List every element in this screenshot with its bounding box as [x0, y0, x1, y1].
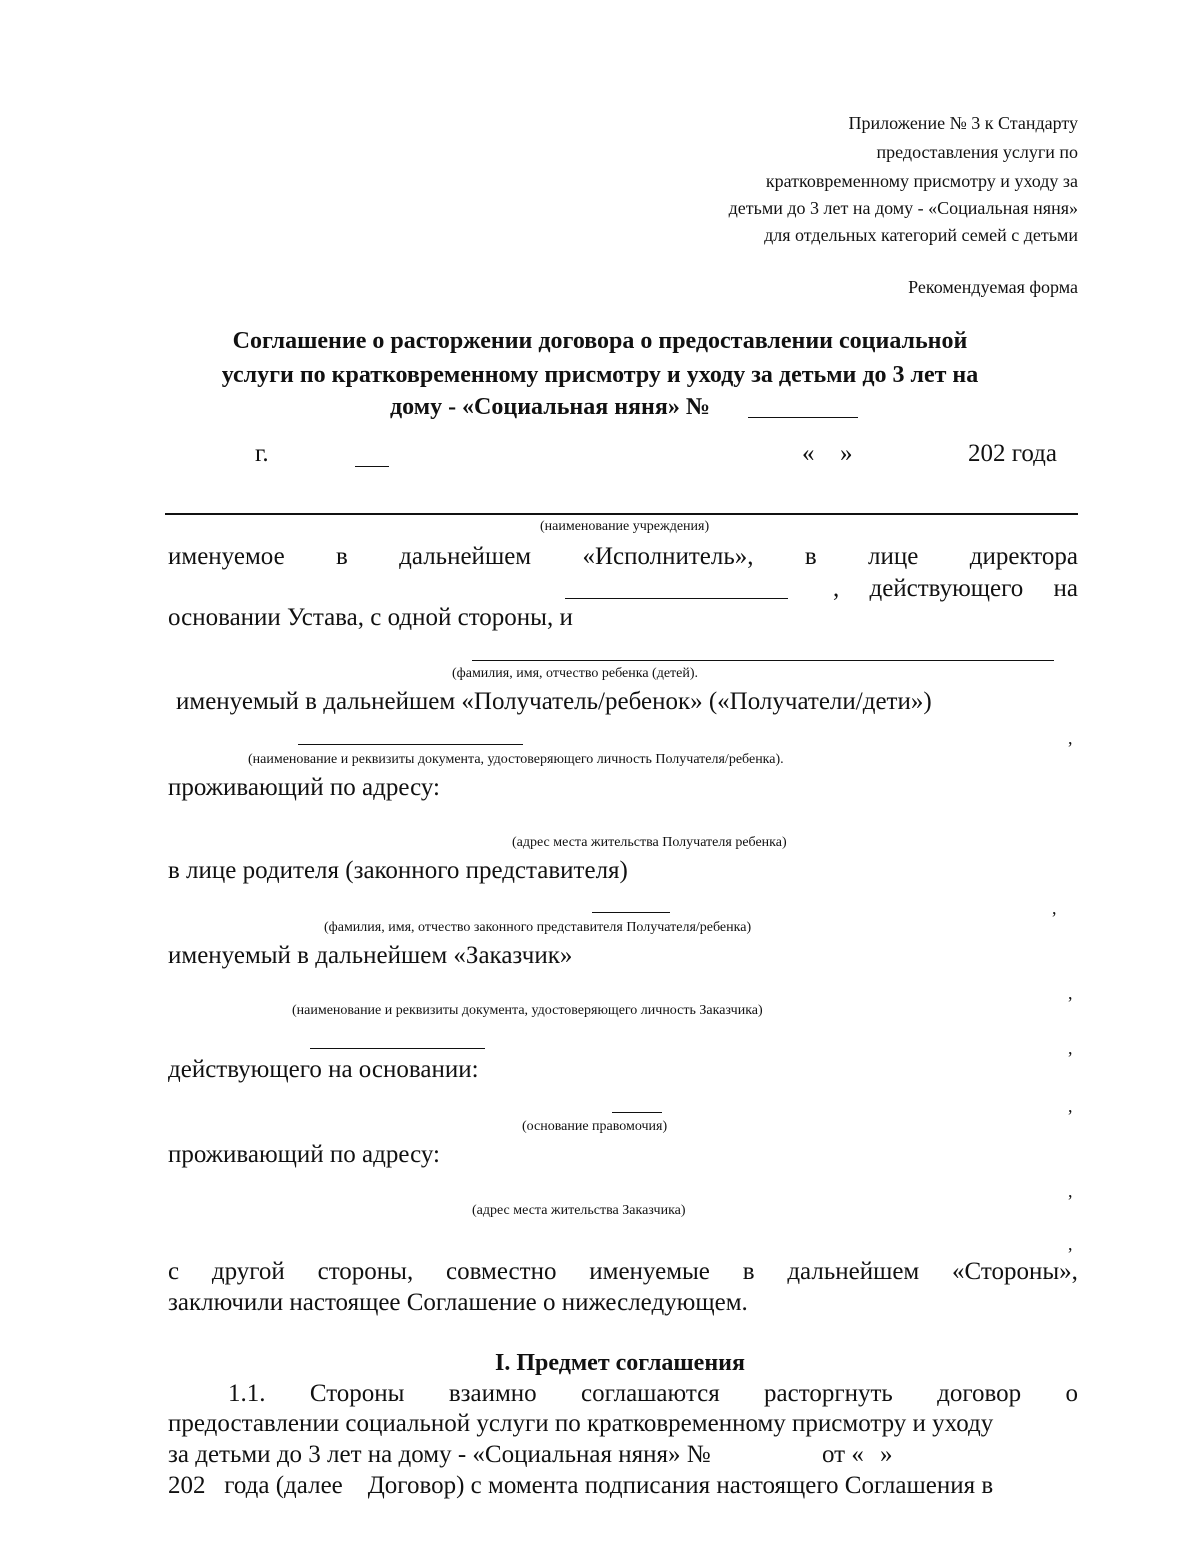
director-name-blank — [565, 598, 788, 599]
caption-authority-basis: (основание правомочия) — [522, 1119, 668, 1134]
child-document-blank — [298, 744, 523, 745]
paragraph-word: расторгнуть — [764, 1380, 893, 1407]
line-end-comma: , — [1052, 898, 1057, 918]
executor-word: лице — [868, 543, 919, 570]
document-title-line-1: Соглашение о расторжении договора о предоставлении социальной — [232, 328, 968, 354]
charter-line: основании Устава, с одной стороны, и — [168, 604, 573, 631]
paragraph-word: взаимно — [448, 1380, 537, 1407]
section1-paragraph-line-4: 202 года (далее Договор) с момента подписания настоящего Соглашения в — [168, 1472, 994, 1499]
paragraph-word: 1.1. — [228, 1380, 266, 1407]
child-residing-label: проживающий по адресу: — [168, 774, 440, 801]
line-end-comma: , — [1068, 1234, 1073, 1254]
parties-word: с — [168, 1258, 180, 1285]
paragraph-word: Стороны — [309, 1380, 405, 1407]
document-title-line-3: дому - «Социальная няня» № — [390, 394, 710, 420]
institution-blank — [165, 513, 1078, 515]
paragraph-word: договор — [937, 1380, 1022, 1407]
section1-paragraph-line-3b: от « — [822, 1441, 864, 1468]
representative-line: в лице родителя (законного представителя) — [168, 857, 628, 884]
acting-word: , — [833, 575, 840, 602]
document-title-line-2: услуги по кратковременному присмотру и уходу за детьми до 3 лет на — [221, 362, 979, 388]
line-end-comma: , — [1068, 1038, 1073, 1058]
caption-customer-document: (наименование и реквизиты документа, удостоверяющего личность Заказчика) — [292, 1003, 763, 1018]
parties-word: именуемые — [589, 1258, 710, 1285]
section1-paragraph-line-3c: » — [880, 1441, 893, 1468]
customer-line: именуемый в дальнейшем «Заказчик» — [168, 942, 573, 969]
section1-paragraph-line-2: предоставлении социальной услуги по кратковременному присмотру и уходу — [168, 1410, 994, 1437]
header-line-2: предоставления услуги по — [876, 142, 1078, 162]
customer-residing-label: проживающий по адресу: — [168, 1141, 440, 1168]
contract-number-blank — [748, 417, 858, 418]
paragraph-word: соглашаются — [581, 1380, 720, 1407]
acting-line — [833, 575, 1078, 603]
customer-document-blank — [310, 1048, 485, 1049]
header-line-1: Приложение № 3 к Стандарту — [848, 113, 1078, 133]
parties-word: в — [742, 1258, 755, 1285]
caption-customer-address: (адрес места жительства Заказчика) — [472, 1203, 686, 1218]
parties-word: «Стороны», — [952, 1258, 1078, 1285]
line-end-comma: , — [1068, 728, 1073, 748]
city-blank — [355, 466, 389, 467]
recipient-line: именуемый в дальнейшем «Получатель/ребенок» («Получатели/дети») — [176, 688, 932, 715]
acting-word: на — [1053, 575, 1078, 602]
caption-child-name: (фамилия, имя, отчество ребенка (детей). — [452, 666, 699, 681]
child-name-blank — [472, 660, 1054, 661]
date-year: 202 года — [968, 440, 1057, 467]
parties-word: другой — [211, 1258, 285, 1285]
authority-blank — [612, 1112, 662, 1113]
date-quote-close: » — [840, 440, 853, 467]
executor-word: «Исполнитель», — [582, 543, 754, 570]
executor-word: дальнейшем — [399, 543, 532, 570]
caption-representative-name: (фамилия, имя, отчество законного представителя Получателя/ребенка) — [324, 920, 752, 935]
form-note: Рекомендуемая форма — [908, 277, 1078, 297]
paragraph-word: о — [1065, 1380, 1078, 1407]
parties-word: дальнейшем — [787, 1258, 920, 1285]
executor-word: в — [804, 543, 817, 570]
acting-word: действующего — [869, 575, 1024, 602]
section-heading: I. Предмет соглашения — [495, 1350, 745, 1376]
representative-name-blank — [592, 912, 670, 913]
date-quote-open: « — [802, 440, 815, 467]
parties-line-2: заключили настоящее Соглашение о нижеследующем. — [168, 1289, 748, 1316]
caption-child-address: (адрес места жительства Получателя ребенка) — [512, 835, 787, 850]
executor-line — [168, 543, 1078, 571]
section1-paragraph-line-3a: за детьми до 3 лет на дому - «Социальная няня» № — [168, 1441, 711, 1468]
parties-line — [168, 1258, 1078, 1286]
executor-word: именуемое — [168, 543, 285, 570]
line-end-comma: , — [1068, 1181, 1073, 1201]
section1-paragraph-line-1 — [228, 1380, 1078, 1408]
acting-basis-label: действующего на основании: — [168, 1056, 479, 1083]
executor-word: директора — [969, 543, 1078, 570]
header-line-5: для отдельных категорий семей с детьми — [764, 225, 1078, 245]
parties-word: совместно — [446, 1258, 557, 1285]
caption-child-document: (наименование и реквизиты документа, удостоверяющего личность Получателя/ребенка). — [248, 752, 784, 767]
parties-word: стороны, — [317, 1258, 414, 1285]
header-line-3: кратковременному присмотру и уходу за — [765, 171, 1078, 191]
caption-institution: (наименование учреждения) — [540, 519, 710, 534]
line-end-comma: , — [1068, 1096, 1073, 1116]
city-prefix: г. — [255, 440, 269, 467]
executor-word: в — [336, 543, 348, 570]
header-line-4: детьми до 3 лет на дому - «Социальная няня» — [728, 198, 1078, 218]
line-end-comma: , — [1068, 983, 1073, 1003]
